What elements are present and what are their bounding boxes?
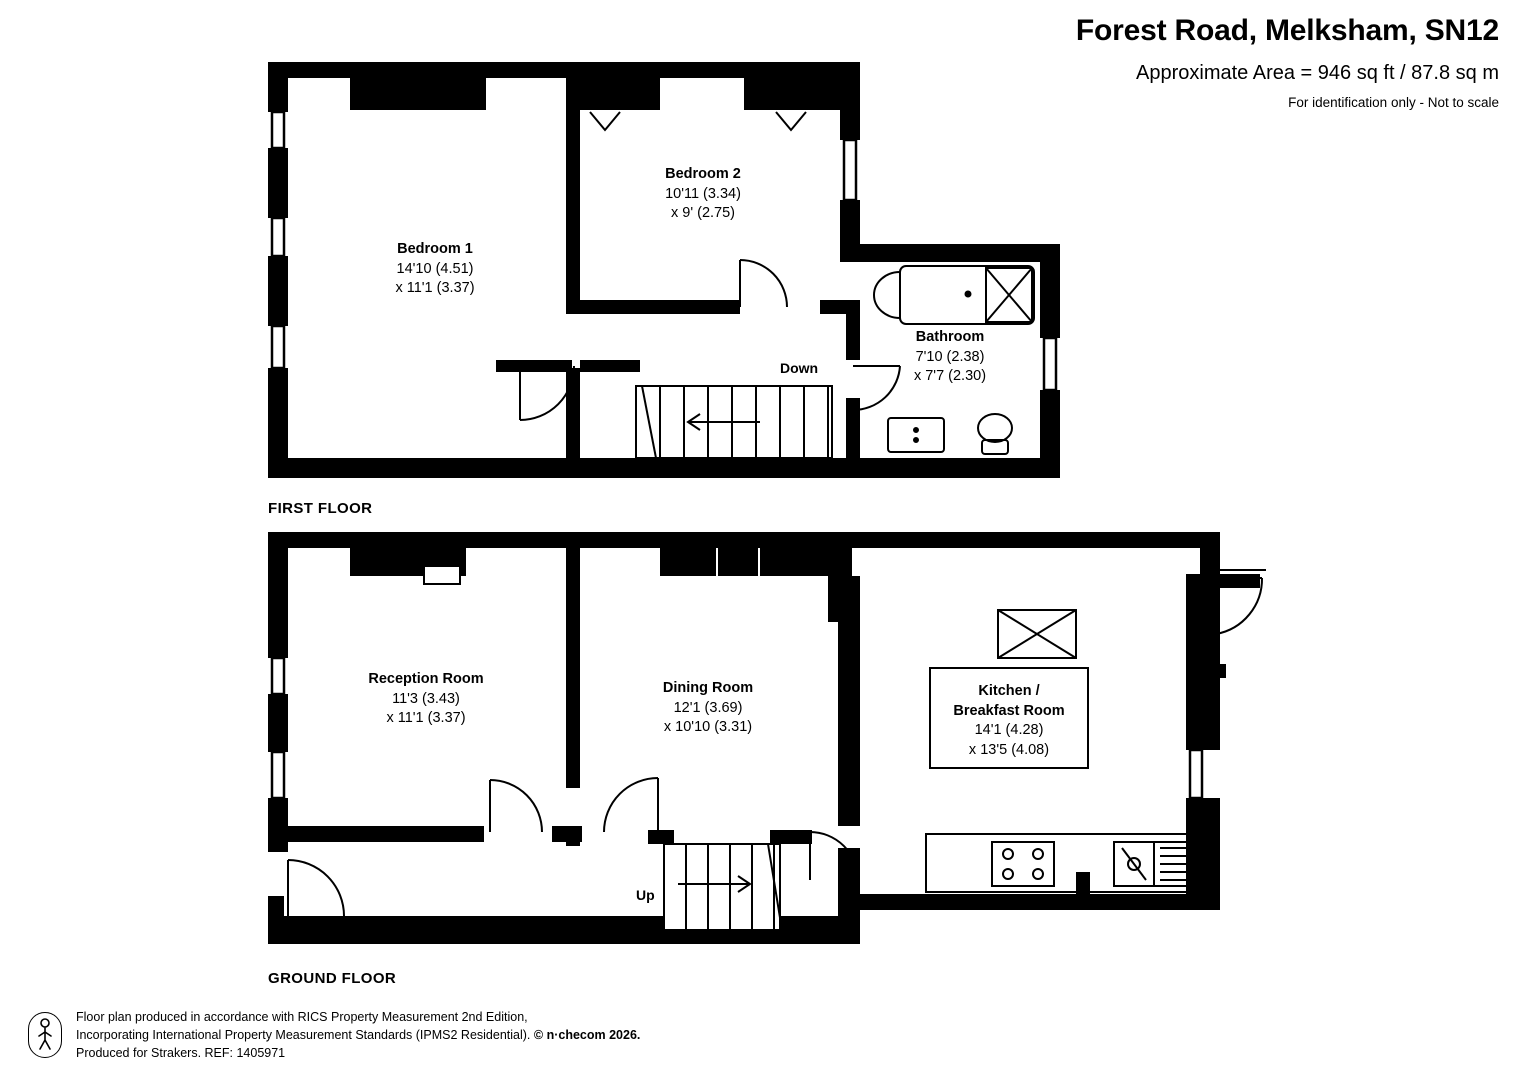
- room-dim-1: 7'10 (2.38): [915, 348, 985, 365]
- stairs-up-label: Up: [636, 887, 655, 903]
- footer: [28, 1008, 1028, 1062]
- footer-line-1: Floor plan produced in accordance with RICS Property Measurement 2nd Edition,: [76, 1009, 528, 1024]
- room-dim-2: x 11'1 (3.37): [395, 280, 475, 297]
- page-title: Forest Road, Melksham, SN12: [1075, 14, 1499, 47]
- room-dim-1: 10'11 (3.34): [665, 185, 741, 202]
- room-label-kitchen-breakfast-room: [902, 682, 1116, 760]
- room-dim-1: 14'1 (4.28): [974, 722, 1044, 739]
- accessibility-icon: [28, 1012, 62, 1058]
- footer-line-3: Produced for Strakers. REF: 1405971: [76, 1045, 286, 1060]
- room-label-reception-room: [318, 670, 534, 729]
- first-floor-caption: FIRST FLOOR: [268, 500, 373, 517]
- room-dim-2: x 11'1 (3.37): [386, 710, 466, 727]
- ground-floor-caption: GROUND FLOOR: [268, 970, 397, 987]
- ground-floor-plan: [0, 530, 1527, 980]
- footer-line-2-text: Incorporating International Property Measurement Standards (IPMS2 Residential).: [76, 1027, 531, 1042]
- footer-copyright: © n·checom 2026.: [533, 1027, 641, 1042]
- room-label-bedroom-1: [330, 240, 540, 299]
- room-name: Bathroom: [915, 329, 985, 345]
- room-name: Bedroom 2: [665, 166, 741, 182]
- room-label-dining-room: [600, 679, 816, 738]
- room-name: Reception Room: [368, 671, 484, 687]
- room-name: Bedroom 1: [397, 241, 473, 257]
- footer-line-2: [76, 1026, 1028, 1044]
- room-label-bathroom: [845, 328, 1055, 387]
- room-dim-2: x 13'5 (4.08): [968, 741, 1050, 758]
- approximate-area: Approximate Area = 946 sq ft / 87.8 sq m: [1136, 61, 1499, 84]
- scale-disclaimer: For identification only - Not to scale: [1288, 94, 1499, 110]
- room-dim-2: x 10'10 (3.31): [663, 719, 753, 736]
- first-floor-plan: [0, 0, 1527, 500]
- room-dim-1: 14'10 (4.51): [396, 260, 474, 277]
- room-dim-1: 11'3 (3.43): [392, 690, 460, 707]
- room-dim-1: 12'1 (3.69): [673, 699, 743, 716]
- room-dim-2: x 7'7 (2.30): [913, 368, 987, 385]
- room-dim-2: x 9' (2.75): [670, 205, 736, 222]
- room-label-bedroom-2: [598, 165, 808, 224]
- room-name-line-1: Kitchen /: [978, 683, 1040, 699]
- stairs-down-label: Down: [780, 360, 819, 376]
- room-name-line-2: Breakfast Room: [953, 702, 1065, 719]
- room-name: Dining Room: [662, 680, 754, 696]
